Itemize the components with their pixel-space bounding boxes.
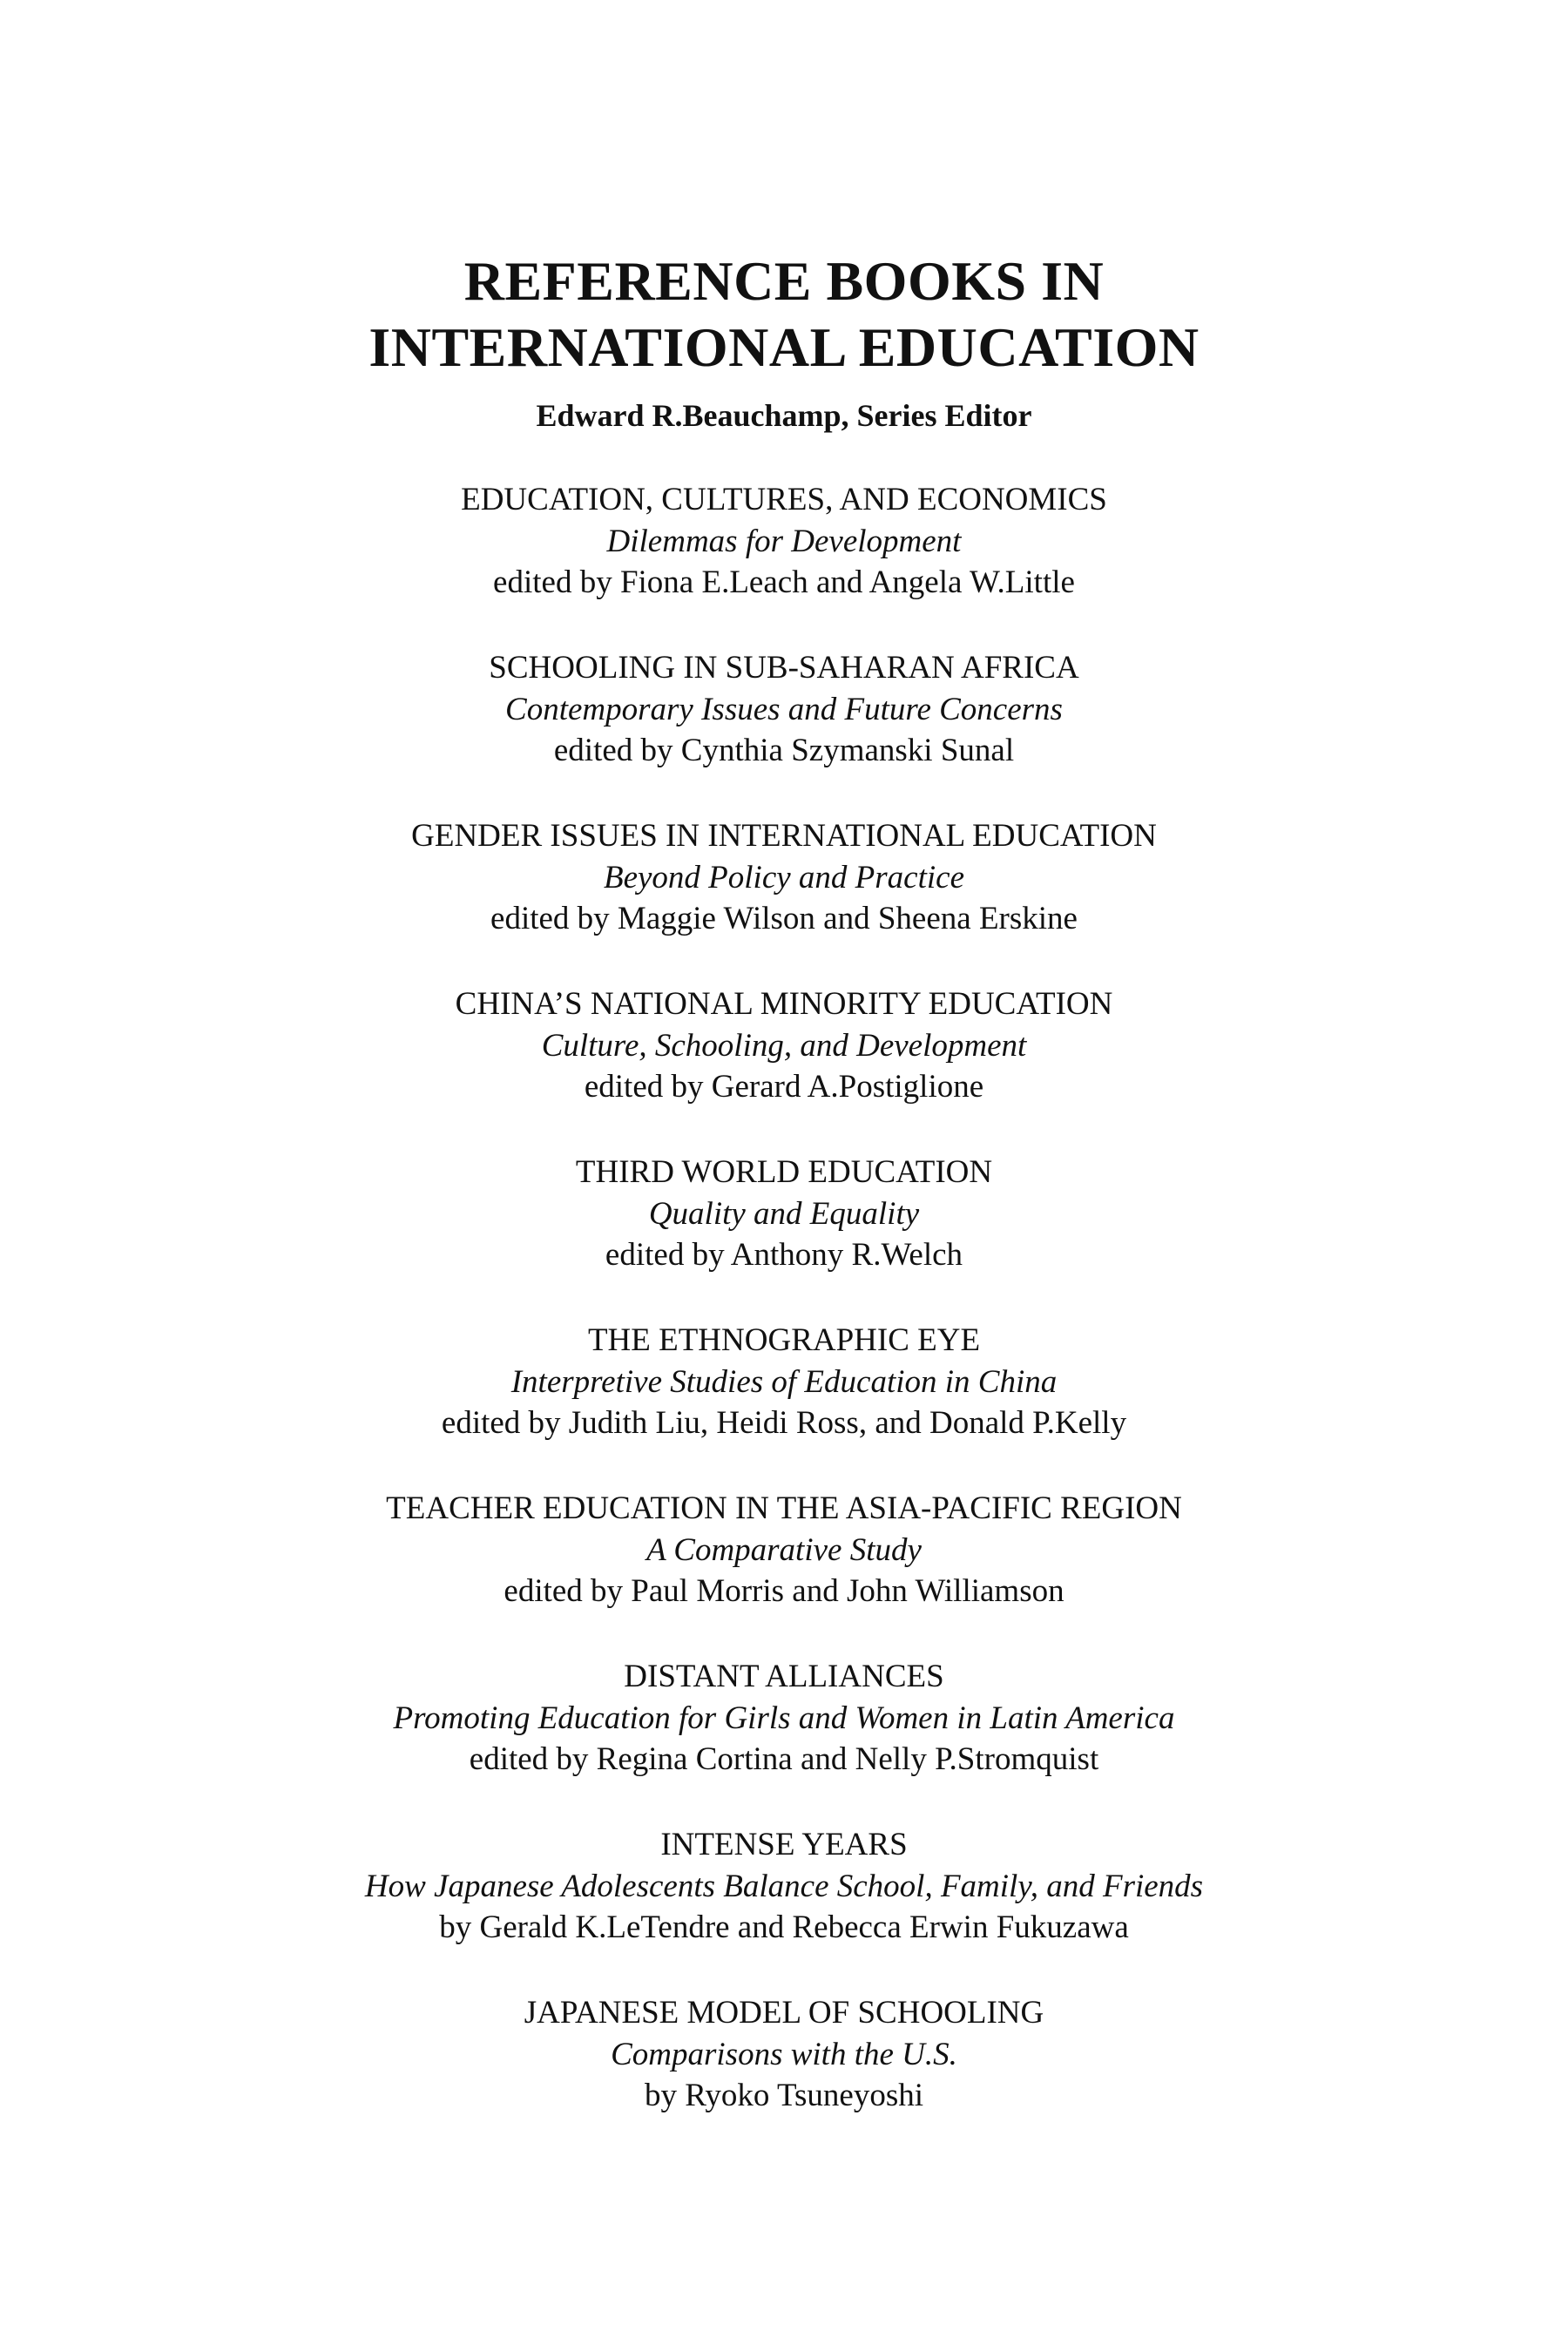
book-title: THE ETHNOGRAPHIC EYE xyxy=(587,1322,981,1358)
book-editors: by Gerald K.LeTendre and Rebecca Erwin Fukuzawa xyxy=(439,1909,1129,1945)
series-editor: Edward R.Beauchamp, Series Editor xyxy=(536,398,1032,433)
book-title: GENDER ISSUES IN INTERNATIONAL EDUCATION xyxy=(411,818,1157,854)
book-title: EDUCATION, CULTURES, AND ECONOMICS xyxy=(461,482,1107,517)
book-entry xyxy=(0,647,1568,815)
book-title: JAPANESE MODEL OF SCHOOLING xyxy=(524,1995,1044,2031)
book-subtitle: Quality and Equality xyxy=(648,1195,920,1232)
book-entry xyxy=(0,815,1568,983)
book-editors: edited by Regina Cortina and Nelly P.Stromquist xyxy=(469,1741,1099,1777)
book-editors: edited by Maggie Wilson and Sheena Erskine xyxy=(490,901,1078,936)
book-entry xyxy=(0,983,1568,1152)
series-title-line-1: REFERENCE BOOKS IN xyxy=(463,250,1105,312)
book-title: INTENSE YEARS xyxy=(660,1827,908,1862)
book-list xyxy=(0,479,1568,2160)
book-subtitle: Interpretive Studies of Education in China xyxy=(510,1363,1058,1400)
book-title: DISTANT ALLIANCES xyxy=(624,1659,944,1694)
book-editors: edited by Cynthia Szymanski Sunal xyxy=(553,733,1015,768)
book-editors: edited by Gerard A.Postiglione xyxy=(584,1069,984,1105)
book-editors: edited by Anthony R.Welch xyxy=(605,1237,963,1273)
book-entry xyxy=(0,479,1568,647)
book-entry xyxy=(0,1320,1568,1488)
book-subtitle: Beyond Policy and Practice xyxy=(603,859,965,896)
book-title: THIRD WORLD EDUCATION xyxy=(575,1154,993,1190)
book-subtitle: Dilemmas for Development xyxy=(606,523,962,559)
book-entry xyxy=(0,1656,1568,1824)
series-title-line-2: INTERNATIONAL EDUCATION xyxy=(368,316,1200,378)
book-editors: edited by Judith Liu, Heidi Ross, and Donald P.Kelly xyxy=(441,1405,1127,1441)
book-entry xyxy=(0,1488,1568,1656)
book-editors: edited by Fiona E.Leach and Angela W.Little xyxy=(493,564,1075,600)
book-entry xyxy=(0,1992,1568,2160)
book-entry xyxy=(0,1152,1568,1320)
series-title xyxy=(0,248,1568,381)
book-title: TEACHER EDUCATION IN THE ASIA-PACIFIC REGION xyxy=(386,1490,1182,1526)
book-editors: by Ryoko Tsuneyoshi xyxy=(644,2078,924,2113)
book-subtitle: Promoting Education for Girls and Women in Latin America xyxy=(393,1700,1175,1736)
book-title: SCHOOLING IN SUB-SAHARAN AFRICA xyxy=(489,650,1079,686)
book-title: CHINA’S NATIONAL MINORITY EDUCATION xyxy=(455,986,1113,1022)
book-subtitle: A Comparative Study xyxy=(646,1531,922,1568)
book-subtitle: Contemporary Issues and Future Concerns xyxy=(505,691,1063,727)
book-editors: edited by Paul Morris and John Williamson xyxy=(504,1573,1064,1609)
book-subtitle: Culture, Schooling, and Development xyxy=(541,1027,1027,1064)
book-subtitle: How Japanese Adolescents Balance School, Family, and Friends xyxy=(364,1868,1204,1904)
book-entry xyxy=(0,1824,1568,1992)
book-subtitle: Comparisons with the U.S. xyxy=(611,2036,957,2072)
